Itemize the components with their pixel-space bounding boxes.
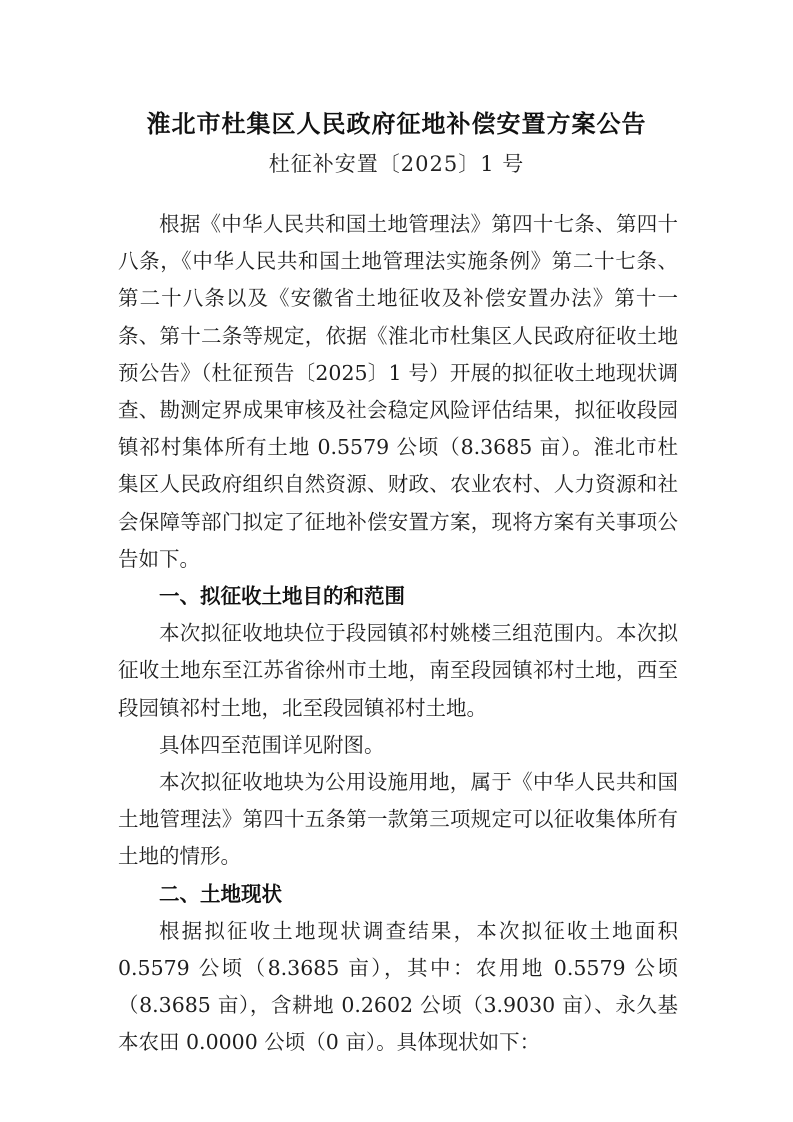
section2-paragraph-1: 根据拟征收土地现状调查结果，本次拟征收土地面积 0.5579 公顷（8.3685 亩），其中：农用地 0.5579 公顷（8.3685 亩），含耕地 0.2602 公顷（3.9030 亩）、永久基本农田 0.0000 公顷（0 亩）。具体现状如下： — [118, 918, 678, 1055]
section-heading-purpose-scope: 一、拟征收土地目的和范围 — [159, 584, 405, 609]
document-number: 杜征补安置〔2025〕1 号 — [268, 152, 525, 176]
intro-paragraph: 根据《中华人民共和国土地管理法》第四十七条、第四十八条，《中华人民共和国土地管理法实施条例》第二十七条、第二十八条以及《安徽省土地征收及补偿安置办法》第十一条、第十二条等规定，依据《淮北市杜集区人民政府征收土地预公告》（杜征预告〔2025〕1 号）开展的拟征收土地现状调查、勘测定界成果审核及社会稳定风险评估结果，拟征收段园镇祁村集体所有土地 0.5579 公顷（8.3685 亩）。淮北市杜集区人民政府组织自然资源、财政、农业农村、人力资源和社会保障等部门拟定了征地补偿安置方案，现将方案有关事项公告如下。 — [118, 212, 678, 571]
section1-paragraph-1: 本次拟征收地块位于段园镇祁村姚楼三组范围内。本次拟征收土地东至江苏省徐州市土地，南至段园镇祁村土地，西至段园镇祁村土地，北至段园镇祁村土地。 — [118, 621, 678, 720]
document-body — [118, 206, 678, 1062]
section-heading-land-status: 二、土地现状 — [159, 881, 282, 906]
section1-paragraph-2: 具体四至范围详见附图。 — [159, 732, 385, 757]
section1-paragraph-3: 本次拟征收地块为公用设施用地，属于《中华人民共和国土地管理法》第四十五条第一款第三项规定可以征收集体所有土地的情形。 — [118, 770, 678, 869]
document-title: 淮北市杜集区人民政府征地补偿安置方案公告 — [146, 110, 647, 138]
